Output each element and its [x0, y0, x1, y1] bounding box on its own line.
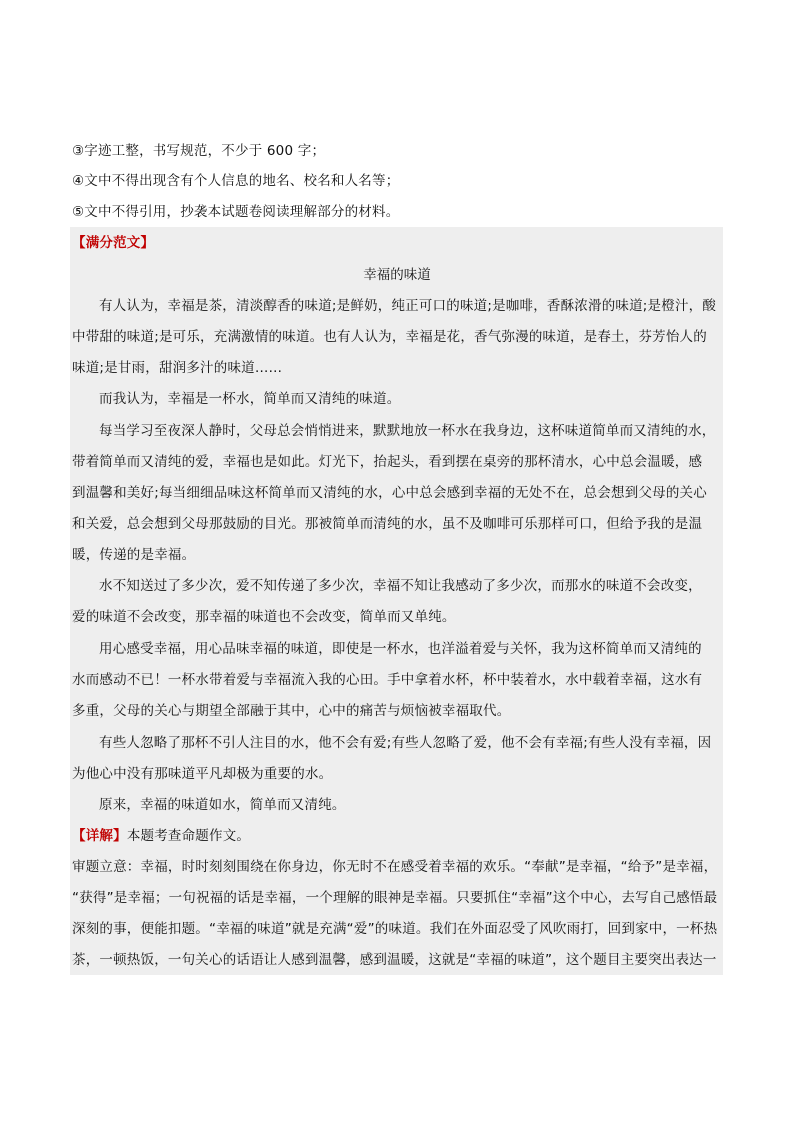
- essay-line: 原来，幸福的味道如水，简单而又清纯。: [99, 797, 346, 813]
- analysis-line: 茶，一顿热饭，一句关心的话语让人感到温馨，感到温暖，这就是“幸福的味道”，这个题目主要突出表达一: [72, 952, 717, 968]
- analysis-line: 审题立意：幸福，时时刻刻围绕在你身边，你无时不在感受着幸福的欢乐。“奉献”是幸福，“给予”是幸福，: [72, 859, 718, 875]
- essay-line: 中带甜的味道;是可乐，充满激情的味道。也有人认为，幸福是花，香气弥漫的味道，是春土，芬芳怡人的: [72, 329, 707, 345]
- model-essay-heading: 【满分范文】: [72, 235, 155, 251]
- analysis-line: 深刻的事，便能扣题。“幸福的味道”就是充满“爱”的味道。我们在外面忍受了风吹雨打，回到家中，一杯热: [72, 921, 718, 937]
- essay-line: 用心感受幸福，用心品味幸福的味道，即使是一杯水，也洋溢着爱与关怀，我为这杯简单而又清纯的: [99, 641, 702, 657]
- essay-line: 多重，父母的关心与期望全部融于其中，心中的痛苦与烦恼被幸福取代。: [72, 703, 511, 719]
- essay-line: 有些人忽略了那杯不引人注目的水，他不会有爱;有些人忽略了爱，他不会有幸福;有些人没有幸福，因: [99, 735, 712, 751]
- analysis-heading: 【详解】: [72, 828, 127, 844]
- essay-line: 味道;是甘雨，甜润多汁的味道……: [72, 360, 283, 376]
- essay-line: 水不知送过了多少次，爱不知传递了多少次，幸福不知让我感动了多少次，而那水的味道不会改变，: [99, 578, 702, 594]
- analysis-line: “获得”是幸福；一句祝福的话是幸福，一个理解的眼神是幸福。只要抓住“幸福”这个中心，去写自己感悟最: [72, 890, 718, 906]
- essay-line: 爱的味道不会改变，那幸福的味道也不会改变，简单而又单纯。: [72, 609, 456, 625]
- requirement-5: ⑤文中不得引用，抄袭本试题卷阅读理解部分的材料。: [72, 204, 400, 220]
- essay-line: 暖，传递的是幸福。: [72, 547, 196, 563]
- essay-line: 有人认为，幸福是茶，清淡醇香的味道;是鲜奶，纯正可口的味道;是咖啡，香酥浓滑的味道;是橙汁，酸: [99, 298, 717, 314]
- essay-line: 而我认为，幸福是一杯水，简单而又清纯的味道。: [99, 391, 401, 407]
- essay-line: 到温馨和美好;每当细细品味这杯简单而又清纯的水，心中总会感到幸福的无处不在，总会想到父母的关心: [72, 485, 707, 501]
- essay-line: 为他心中没有那味道平凡却极为重要的水。: [72, 766, 333, 782]
- essay-line: 水而感动不已！一杯水带着爱与幸福流入我的心田。手中拿着水杯，杯中装着水，水中载着幸福，这水有: [72, 672, 703, 688]
- analysis-heading-line: [72, 826, 722, 846]
- essay-line: 带着简单而又清纯的爱，幸福也是如此。灯光下，抬起头，看到摆在桌旁的那杯清水，心中总会温暖，感: [72, 454, 703, 470]
- essay-line: 每当学习至夜深人静时，父母总会悄悄进来，默默地放一杯水在我身边，这杯味道简单而又清纯的水，: [99, 423, 716, 439]
- essay-line: 和关爱，总会想到父母那鼓励的目光。那被简单而清纯的水，虽不及咖啡可乐那样可口，但给予我的是温: [72, 516, 703, 532]
- analysis-intro: 本题考查命题作文。: [126, 828, 251, 844]
- requirement-4: ④文中不得出现含有个人信息的地名、校名和人名等；: [72, 173, 400, 189]
- essay-title: 幸福的味道: [363, 267, 431, 283]
- requirement-3: ③字迹工整，书写规范，不少于 600 字；: [72, 143, 326, 159]
